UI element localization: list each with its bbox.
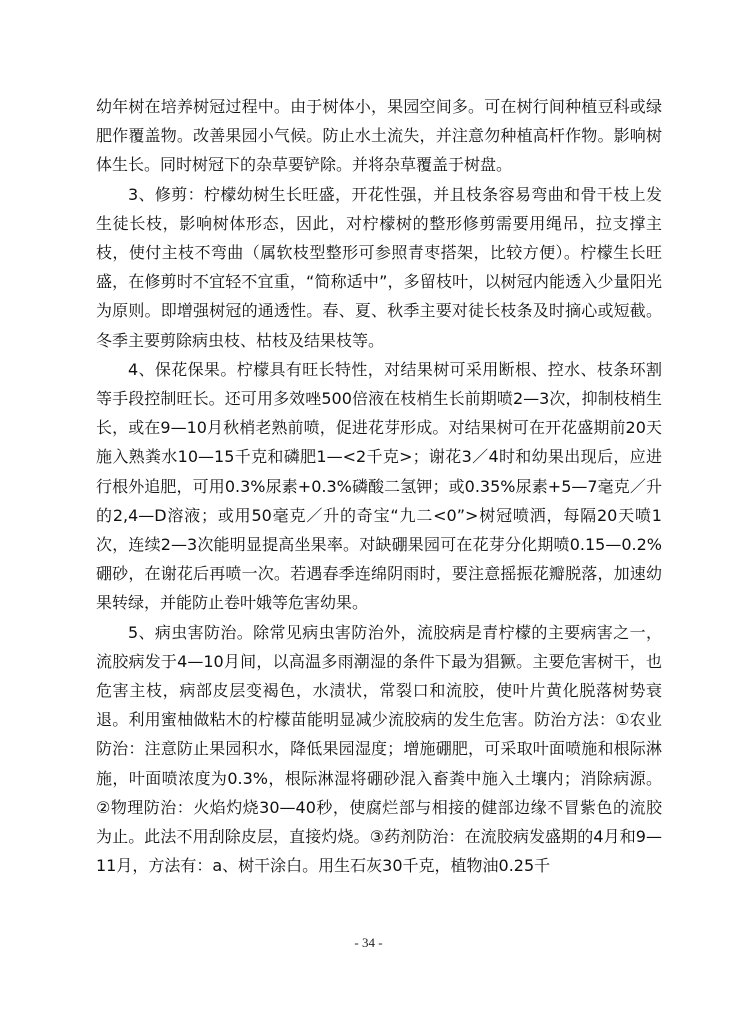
paragraph-ground-cover: 幼年树在培养树冠过程中。由于树体小，果园空间多。可在树行间种植豆科或绿肥作覆盖物。改善果园小气候。防止水土流失，并注意勿种植高杆作物。影响树体生长。同时树冠下的杂草要铲除。并将杂草覆盖于树盘。: [96, 97, 662, 175]
document-body: [96, 92, 662, 880]
paragraph-pruning: 3、修剪：柠檬幼树生长旺盛，开花性强，并且枝条容易弯曲和骨干枝上发生徒长枝，影响树体形态，因此，对柠檬树的整形修剪需要用绳吊，拉支撑主枝，使付主枝不弯曲（属软枝型整形可参照青枣搭架，比较方便）。柠檬生长旺盛，在修剪时不宜轻不宜重，“简称适中”，多留枝叶，以树冠内能透入少量阳光为原则。即增强树冠的通透性。春、夏、秋季主要对徒长枝条及时摘心或短截。冬季主要剪除病虫枝、枯枝及结果枝等。: [96, 184, 662, 350]
paragraph-flower-fruit-protection: 4、保花保果。柠檬具有旺长特性，对结果树可采用断根、控水、枝条环割等手段控制旺长。还可用多效唑500倍液在枝梢生长前期喷2—3次，抑制枝梢生长，或在9—10月秋梢老熟前喷，促进花芽形成。对结果树可在开花盛期前20天施入熟粪水10—15千克和磷肥1—<2千克>；谢花3／4时和幼果出现后，应进行根外追肥，可用0.3%尿素+0.3%磷酸二氢钾；或0.35%尿素+5—7毫克／升的2,4—D溶液；或用50毫克／升的奇宝“九二<0”>树冠喷洒，每隔20天喷1次，连续2—3次能明显提高坐果率。对缺硼果园可在花芽分化期喷0.15—0.2%硼砂，在谢花后再喷一次。若遇春季连绵阴雨时，要注意摇振花瓣脱落，加速幼果转绿，并能防止卷叶娥等危害幼果。: [96, 359, 662, 613]
page-number: - 34 -: [354, 935, 383, 950]
paragraph-pest-disease-control: 5、病虫害防治。除常见病虫害防治外，流胶病是青柠檬的主要病害之一，流胶病发于4—10月间，以高温多雨潮湿的条件下最为猖獗。主要危害树干，也危害主枝，病部皮层变褐色，水渍状，常裂口和流胶，使叶片黄化脱落树势衰退。利用蜜柚做粘木的柠檬苗能明显减少流胶病的发生危害。防治方法：①农业防治：注意防止果园积水，降低果园湿度；增施硼肥，可采取叶面喷施和根际淋施，叶面喷浓度为0.3%，根际淋湿将硼砂混入畜粪中施入土壤内；消除病源。②物理防治：火焰灼烧30—40秒，使腐烂部与相接的健部边缘不冒紫色的流胶为止。此法不用刮除皮层，直接灼烧。③药剂防治：在流胶病发盛期的4月和9—11月，方法有：a、树干涂白。用生石灰30千克，植物油0.25千: [96, 622, 662, 876]
